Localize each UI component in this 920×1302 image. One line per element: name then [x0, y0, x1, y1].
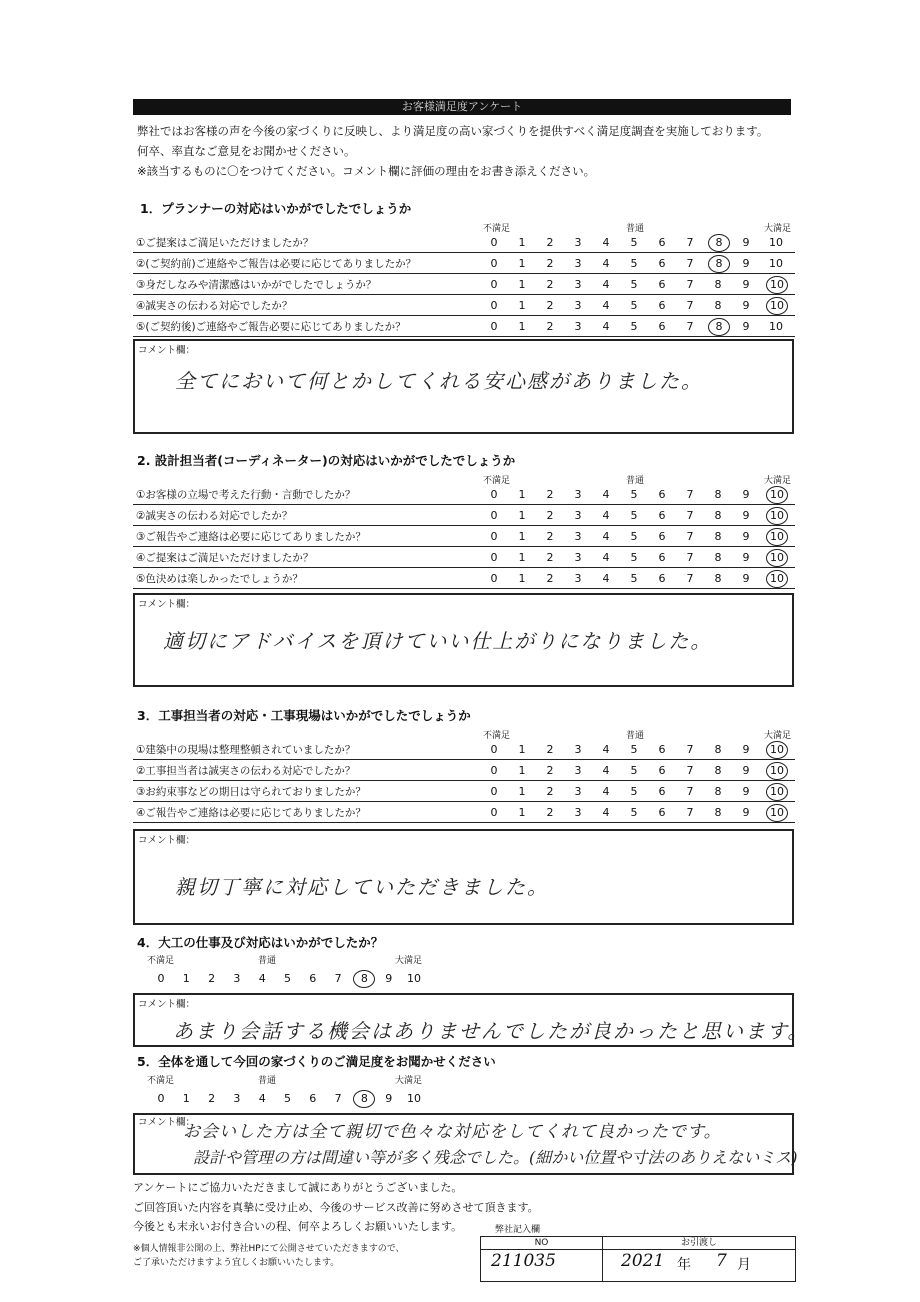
privacy-line-1: ※個人情報非公開の上、弊社HPにて公開させていただきますので、	[133, 1244, 405, 1254]
rating-option[interactable]: 0	[490, 236, 498, 249]
question-row	[133, 526, 795, 547]
question-row	[133, 316, 795, 337]
rating-option[interactable]: 0	[490, 320, 498, 333]
rating-option[interactable]: 4	[602, 509, 610, 522]
rating-option[interactable]: 4	[602, 572, 610, 585]
rating-option[interactable]: 9	[742, 488, 750, 501]
rating-option[interactable]: 2	[546, 278, 554, 291]
rating-scale	[484, 320, 784, 334]
rating-option[interactable]: 4	[602, 257, 610, 270]
rating-option[interactable]: 7	[334, 972, 342, 985]
comment-label: コメント欄：	[138, 999, 196, 1010]
rating-option[interactable]: 8	[714, 743, 722, 756]
rating-option[interactable]: 2	[208, 972, 216, 985]
scale-high-label: 大満足	[395, 956, 423, 966]
scale-mid-label: 普通	[626, 224, 645, 234]
rating-option[interactable]: 3	[574, 530, 582, 543]
rating-option[interactable]: 0	[490, 785, 498, 798]
rating-option[interactable]: 0	[490, 299, 498, 312]
rating-option-selected[interactable]: 10	[766, 804, 788, 822]
rating-option[interactable]: 3	[574, 320, 582, 333]
rating-option[interactable]: 1	[518, 278, 526, 291]
question-row	[133, 760, 795, 781]
comment-label: コメント欄：	[138, 835, 196, 846]
scale-low-label: 不満足	[147, 956, 175, 966]
rating-option[interactable]: 4	[602, 551, 610, 564]
rating-option[interactable]: 7	[686, 278, 694, 291]
rating-option[interactable]: 2	[546, 257, 554, 270]
rating-scale	[484, 278, 784, 292]
rating-option-selected[interactable]: 10	[766, 276, 788, 294]
rating-option[interactable]: 3	[574, 572, 582, 585]
scale-mid-label: 普通	[626, 476, 645, 486]
rating-option[interactable]: 1	[518, 236, 526, 249]
rating-option[interactable]: 1	[518, 299, 526, 312]
rating-option[interactable]: 4	[258, 972, 266, 985]
question-text: ②工事担当者は誠実さの伝わる対応でしたか？	[136, 765, 356, 777]
no-label: NO	[481, 1237, 602, 1250]
office-use-label: 弊社記入欄	[495, 1225, 541, 1235]
rating-option[interactable]: 3	[233, 972, 241, 985]
section-2-comment-box	[133, 593, 794, 687]
scale-low-label: 不満足	[483, 224, 511, 234]
rating-option[interactable]: 5	[630, 743, 638, 756]
rating-option[interactable]: 3	[574, 257, 582, 270]
rating-option[interactable]: 5	[630, 572, 638, 585]
rating-option[interactable]: 9	[385, 972, 393, 985]
rating-option[interactable]: 10	[769, 320, 783, 333]
question-row	[133, 232, 795, 253]
rating-option-selected[interactable]: 8	[708, 255, 730, 273]
rating-option[interactable]: 9	[742, 278, 750, 291]
rating-option[interactable]: 5	[630, 530, 638, 543]
section-4-comment: あまり会話する機会はありませんでしたが良かったと思います。	[173, 1019, 810, 1043]
rating-option[interactable]: 8	[714, 551, 722, 564]
rating-option[interactable]: 4	[602, 278, 610, 291]
rating-scale	[484, 509, 784, 523]
rating-option[interactable]: 5	[630, 257, 638, 270]
rating-option[interactable]: 5	[630, 785, 638, 798]
rating-option[interactable]: 6	[658, 572, 666, 585]
rating-option[interactable]: 2	[546, 806, 554, 819]
rating-option[interactable]: 2	[546, 236, 554, 249]
question-text: ④誠実さの伝わる対応でしたか？	[136, 300, 293, 312]
rating-option[interactable]: 6	[658, 488, 666, 501]
rating-option[interactable]: 2	[546, 299, 554, 312]
question-row	[133, 253, 795, 274]
rating-option[interactable]: 4	[602, 488, 610, 501]
rating-option[interactable]: 1	[518, 743, 526, 756]
scale-mid-label: 普通	[626, 731, 645, 741]
rating-option-selected[interactable]: 10	[766, 507, 788, 525]
footer-line-2: ご回答頂いた内容を真摯に受け止め、今後のサービス改善に努めさせて頂きます。	[133, 1201, 539, 1214]
rating-scale	[484, 551, 784, 565]
question-text: ③お約束事などの期日は守られておりましたか？	[136, 786, 366, 798]
scale-mid-label: 普通	[258, 956, 277, 966]
rating-option-selected[interactable]: 10	[766, 783, 788, 801]
rating-option[interactable]: 7	[686, 257, 694, 270]
table-divider	[602, 1237, 603, 1281]
rating-option[interactable]: 2	[208, 1092, 216, 1105]
rating-option[interactable]: 2	[546, 764, 554, 777]
rating-option[interactable]: 4	[602, 806, 610, 819]
question-text: ①ご提案はご満足いただけましたか？	[136, 237, 314, 249]
rating-option[interactable]: 0	[157, 1092, 165, 1105]
rating-option[interactable]: 7	[686, 785, 694, 798]
rating-option[interactable]: 6	[658, 785, 666, 798]
rating-option[interactable]: 6	[658, 236, 666, 249]
rating-option[interactable]: 9	[742, 257, 750, 270]
section-1-comment-box	[133, 339, 794, 434]
rating-option[interactable]: 5	[630, 236, 638, 249]
rating-option[interactable]: 1	[518, 509, 526, 522]
section-3-comment: 親切丁寧に対応していただきました。	[175, 875, 549, 899]
privacy-line-2: ご了承いただけますよう宜しくお願いいたします。	[133, 1258, 340, 1268]
rating-scale	[484, 785, 784, 799]
section-3-title: 3．工事担当者の対応・工事現場はいかがでしたでしょうか	[137, 708, 471, 723]
rating-option[interactable]: 8	[714, 488, 722, 501]
question-row	[133, 274, 795, 295]
rating-option[interactable]: 2	[546, 488, 554, 501]
rating-option[interactable]: 10	[769, 236, 783, 249]
section-4-comment-box	[133, 993, 810, 1047]
rating-option-selected[interactable]: 10	[766, 762, 788, 780]
rating-option[interactable]: 6	[658, 278, 666, 291]
month-unit: 月	[737, 1257, 751, 1273]
rating-option[interactable]: 7	[686, 530, 694, 543]
section-5-rating	[151, 1092, 451, 1106]
rating-option[interactable]: 5	[630, 488, 638, 501]
question-row	[133, 505, 795, 526]
rating-option-selected[interactable]: 8	[708, 318, 730, 336]
question-text: ④ご提案はご満足いただけましたか？	[136, 552, 314, 564]
rating-option[interactable]: 7	[686, 299, 694, 312]
rating-scale	[484, 257, 784, 271]
question-row	[133, 484, 795, 505]
rating-scale	[484, 806, 784, 820]
rating-option[interactable]: 7	[686, 509, 694, 522]
rating-option-selected[interactable]: 10	[766, 297, 788, 315]
rating-option[interactable]: 9	[742, 530, 750, 543]
rating-option[interactable]: 9	[742, 320, 750, 333]
rating-option[interactable]: 3	[574, 509, 582, 522]
rating-option[interactable]: 8	[714, 785, 722, 798]
rating-option[interactable]: 4	[258, 1092, 266, 1105]
section-1-title: 1．プランナーの対応はいかがでしたでしょうか	[140, 201, 412, 216]
intro-line-2: 何卒、率直なご意見をお聞かせください。	[137, 144, 356, 158]
rating-option[interactable]: 9	[742, 743, 750, 756]
rating-option[interactable]: 1	[518, 806, 526, 819]
rating-option[interactable]: 4	[602, 299, 610, 312]
rating-option[interactable]: 6	[658, 257, 666, 270]
rating-option[interactable]: 4	[602, 785, 610, 798]
rating-option[interactable]: 5	[630, 320, 638, 333]
rating-option[interactable]: 10	[407, 972, 421, 985]
rating-scale	[484, 572, 784, 586]
scale-low-label: 不満足	[147, 1076, 175, 1086]
rating-option[interactable]: 5	[630, 299, 638, 312]
survey-title: お客様満足度アンケート	[133, 99, 791, 115]
rating-option[interactable]: 0	[490, 530, 498, 543]
question-text: ①建築中の現場は整理整頓されていましたか？	[136, 744, 356, 756]
rating-option[interactable]: 7	[686, 551, 694, 564]
scale-high-label: 大満足	[764, 731, 792, 741]
office-use-table	[480, 1236, 796, 1282]
rating-option[interactable]: 5	[630, 806, 638, 819]
rating-option[interactable]: 3	[574, 785, 582, 798]
rating-option[interactable]: 1	[518, 320, 526, 333]
rating-option[interactable]: 9	[742, 236, 750, 249]
rating-option[interactable]: 0	[490, 551, 498, 564]
rating-option[interactable]: 9	[742, 509, 750, 522]
rating-option[interactable]: 8	[714, 299, 722, 312]
rating-option[interactable]: 6	[658, 299, 666, 312]
question-row	[133, 739, 795, 760]
rating-option[interactable]: 5	[284, 972, 291, 985]
rating-option[interactable]: 2	[546, 320, 554, 333]
rating-option[interactable]: 9	[742, 551, 750, 564]
rating-option[interactable]: 6	[309, 972, 317, 985]
rating-option[interactable]: 7	[686, 320, 694, 333]
section-1-comment: 全てにおいて何とかしてくれる安心感がありました。	[175, 369, 703, 393]
rating-option[interactable]: 2	[546, 572, 554, 585]
rating-option[interactable]: 2	[546, 743, 554, 756]
question-row	[133, 295, 795, 316]
question-row	[133, 547, 795, 568]
rating-scale	[484, 488, 784, 502]
rating-option[interactable]: 2	[546, 785, 554, 798]
rating-option-selected[interactable]: 8	[708, 234, 730, 252]
rating-option[interactable]: 3	[574, 278, 582, 291]
rating-option[interactable]: 9	[742, 806, 750, 819]
rating-option[interactable]: 1	[182, 972, 190, 985]
question-text: ④ご報告やご連絡は必要に応じてありましたか？	[136, 807, 366, 819]
section-2-comment: 適切にアドバイスを頂けていい仕上がりになりました。	[163, 629, 713, 653]
section-5-comment-line-2: 設計や管理の方は間違い等が多く残念でした。(細かい位置や寸法のありえないミス)	[193, 1148, 798, 1167]
rating-option[interactable]: 3	[574, 488, 582, 501]
section-5-comment-box	[133, 1113, 798, 1175]
question-text: ⑤色決めは楽しかったでしょうか？	[136, 573, 303, 585]
question-text: ⑤(ご契約後)ご連絡やご報告必要に応じてありましたか？	[136, 321, 406, 333]
rating-option[interactable]: 4	[602, 320, 610, 333]
rating-option[interactable]: 5	[630, 509, 638, 522]
rating-option[interactable]: 8	[714, 572, 722, 585]
rating-scale	[484, 764, 784, 778]
rating-option[interactable]: 4	[602, 764, 610, 777]
rating-option[interactable]: 3	[574, 551, 582, 564]
handover-month: 7	[716, 1251, 727, 1271]
rating-option[interactable]: 7	[686, 572, 694, 585]
rating-option[interactable]: 7	[334, 1092, 342, 1105]
rating-option[interactable]: 6	[658, 806, 666, 819]
question-row	[133, 781, 795, 802]
rating-option[interactable]: 3	[574, 806, 582, 819]
rating-option-selected[interactable]: 10	[766, 741, 788, 759]
rating-option[interactable]: 0	[490, 764, 498, 777]
rating-option[interactable]: 4	[602, 530, 610, 543]
comment-label: コメント欄：	[138, 599, 196, 610]
rating-option[interactable]: 10	[407, 1092, 421, 1105]
section-4-rating	[151, 972, 451, 986]
rating-option[interactable]: 7	[686, 806, 694, 819]
question-text: ②誠実さの伝わる対応でしたか？	[136, 510, 293, 522]
rating-option[interactable]: 6	[658, 530, 666, 543]
section-3-comment-box	[133, 829, 794, 925]
rating-option[interactable]: 1	[518, 488, 526, 501]
handover-year: 2021	[621, 1251, 665, 1271]
scale-low-label: 不満足	[483, 476, 511, 486]
rating-option[interactable]: 9	[742, 572, 750, 585]
rating-scale	[484, 530, 784, 544]
rating-option[interactable]: 2	[546, 551, 554, 564]
rating-option[interactable]: 9	[742, 785, 750, 798]
intro-line-1: 弊社ではお客様の声を今後の家づくりに反映し、より満足度の高い家づくりを提供すべく満足度調査を実施しております。	[137, 124, 769, 138]
rating-option[interactable]: 0	[490, 488, 498, 501]
scale-high-label: 大満足	[395, 1076, 423, 1086]
rating-option[interactable]: 3	[574, 743, 582, 756]
section-5-title: 5．全体を通して今回の家づくりのご満足度をお聞かせください	[137, 1054, 496, 1069]
rating-option[interactable]: 2	[546, 530, 554, 543]
rating-option[interactable]: 8	[714, 806, 722, 819]
year-unit: 年	[677, 1257, 691, 1273]
rating-option[interactable]: 3	[233, 1092, 241, 1105]
rating-option[interactable]: 1	[518, 257, 526, 270]
rating-option[interactable]: 6	[309, 1092, 317, 1105]
rating-option[interactable]: 1	[518, 551, 526, 564]
rating-option[interactable]: 5	[630, 764, 638, 777]
rating-option-selected[interactable]: 10	[766, 549, 788, 567]
rating-option[interactable]: 7	[686, 236, 694, 249]
rating-option-selected[interactable]: 10	[766, 528, 788, 546]
intro-line-3: ※該当するものに〇をつけてください。コメント欄に評価の理由をお書き添えください。	[137, 164, 596, 178]
rating-option[interactable]: 0	[490, 509, 498, 522]
rating-option[interactable]: 7	[686, 743, 694, 756]
rating-option[interactable]: 3	[574, 764, 582, 777]
rating-option[interactable]: 8	[714, 530, 722, 543]
rating-option[interactable]: 7	[686, 488, 694, 501]
footer-line-3: 今後とも末永いお付き合いの程、何卒よろしくお願いいたします。	[133, 1220, 463, 1233]
rating-option-selected[interactable]: 8	[353, 970, 375, 988]
rating-option[interactable]: 8	[714, 278, 722, 291]
rating-option[interactable]: 6	[658, 764, 666, 777]
rating-option[interactable]: 6	[658, 551, 666, 564]
handover-label: お引渡し	[603, 1237, 795, 1250]
rating-option[interactable]: 5	[284, 1092, 291, 1105]
question-text: ③身だしなみや清潔感はいかがでしたでしょうか？	[136, 279, 377, 291]
rating-option[interactable]: 5	[630, 278, 638, 291]
section-4-title: 4．大工の仕事及び対応はいかがでしたか？	[137, 935, 384, 950]
rating-option[interactable]: 1	[518, 572, 526, 585]
rating-scale	[484, 743, 784, 757]
rating-scale	[484, 299, 784, 313]
rating-option-selected[interactable]: 10	[766, 570, 788, 588]
rating-option[interactable]: 1	[518, 530, 526, 543]
rating-option[interactable]: 9	[385, 1092, 393, 1105]
rating-option-selected[interactable]: 10	[766, 486, 788, 504]
footer-line-1: アンケートにご協力いただきまして誠にありがとうございました。	[133, 1181, 463, 1194]
rating-option[interactable]: 5	[630, 551, 638, 564]
rating-option[interactable]: 6	[658, 743, 666, 756]
rating-option[interactable]: 7	[686, 764, 694, 777]
rating-option[interactable]: 0	[490, 278, 498, 291]
rating-option[interactable]: 6	[658, 320, 666, 333]
question-text: ③ご報告やご連絡は必要に応じてありましたか？	[136, 531, 366, 543]
section-5-comment-line-1: お会いした方は全て親切で色々な対応をしてくれて良かったです。	[183, 1122, 722, 1142]
rating-option[interactable]: 1	[518, 785, 526, 798]
rating-option[interactable]: 9	[742, 299, 750, 312]
rating-option[interactable]: 4	[602, 743, 610, 756]
rating-option[interactable]: 3	[574, 299, 582, 312]
rating-option[interactable]: 8	[714, 764, 722, 777]
scale-mid-label: 普通	[258, 1076, 277, 1086]
rating-option[interactable]: 0	[157, 972, 165, 985]
rating-option[interactable]: 4	[602, 236, 610, 249]
question-row	[133, 802, 795, 823]
rating-option[interactable]: 1	[518, 764, 526, 777]
scale-low-label: 不満足	[483, 731, 511, 741]
question-text: ①お客様の立場で考えた行動・言動でしたか？	[136, 489, 356, 501]
rating-option[interactable]: 0	[490, 257, 498, 270]
rating-option[interactable]: 2	[546, 509, 554, 522]
customer-number: 211035	[491, 1251, 556, 1271]
rating-option[interactable]: 1	[182, 1092, 190, 1105]
rating-option[interactable]: 6	[658, 509, 666, 522]
question-text: ②(ご契約前)ご連絡やご報告は必要に応じてありましたか？	[136, 258, 417, 270]
rating-option[interactable]: 0	[490, 806, 498, 819]
comment-label: コメント欄：	[138, 345, 196, 356]
scale-high-label: 大満足	[764, 224, 792, 234]
rating-option[interactable]: 0	[490, 572, 498, 585]
rating-option[interactable]: 10	[769, 257, 783, 270]
scale-high-label: 大満足	[764, 476, 792, 486]
question-row	[133, 568, 795, 589]
section-2-title: 2. 設計担当者(コーディネーター)の対応はいかがでしたでしょうか	[137, 453, 516, 468]
rating-option[interactable]: 8	[714, 509, 722, 522]
rating-option[interactable]: 0	[490, 743, 498, 756]
rating-option[interactable]: 3	[574, 236, 582, 249]
comment-label: コメント欄：	[138, 1117, 196, 1128]
rating-option-selected[interactable]: 8	[353, 1090, 375, 1108]
rating-option[interactable]: 9	[742, 764, 750, 777]
rating-scale	[484, 236, 784, 250]
